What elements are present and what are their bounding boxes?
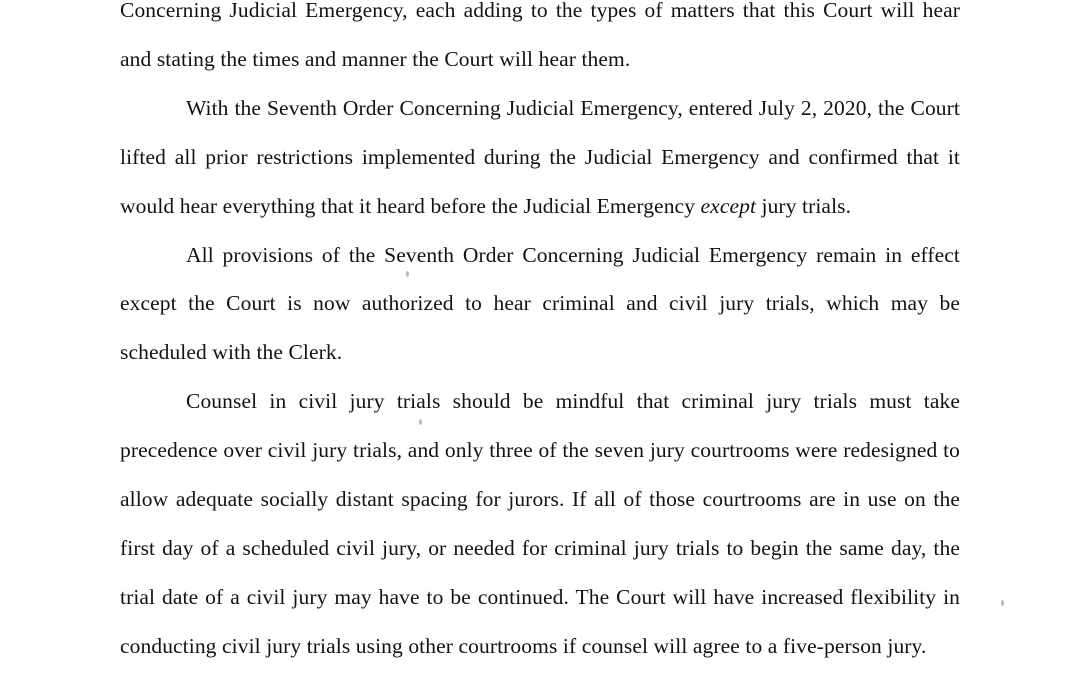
paragraph-seventh-order-text-before-italic: With the Seventh Order Concerning Judicial Emergency, entered July 2, 2020, the Court lifted all prior restrictions implemented during the Judicial Emergency and confirmed that it would hear everything that it heard before the Judicial Emergency (120, 95, 960, 218)
paragraph-partial-top: Concerning Judicial Emergency, each adding to the types of matters that this Court will hear and stating the times and manner the Court will hear them. (120, 0, 960, 71)
paragraph-provisions-remain: All provisions of the Seventh Order Concerning Judicial Emergency remain in effect except the Court is now authorized to hear criminal and civil jury trials, which may be scheduled with the Clerk. (120, 242, 960, 365)
page-left-margin (0, 0, 22, 675)
page-right-margin (1058, 0, 1080, 675)
scan-artifact-speck (1001, 600, 1004, 606)
paragraph-seventh-order (120, 84, 960, 231)
scan-artifact-speck (406, 271, 409, 277)
paragraph-seventh-order-italic-except: except (700, 193, 757, 218)
paragraph-counsel-civil: Counsel in civil jury trials should be mindful that criminal jury trials must take precedence over civil jury trials, and only three of the seven jury courtrooms were redesigned to allow adequate socially distant spacing for jurors. If all of those courtrooms are in use on the first day of a scheduled civil jury, or needed for criminal jury trials to begin the same day, the trial date of a civil jury may have to be continued. The Court will have increased flexibility in conducting civil jury trials using other courtrooms if counsel will agree to a five-person jury. (120, 389, 960, 658)
paragraph-seventh-order-text-after-italic: jury trials. (756, 193, 852, 218)
scan-artifact-speck (419, 419, 422, 425)
document-text-body (120, 0, 960, 671)
